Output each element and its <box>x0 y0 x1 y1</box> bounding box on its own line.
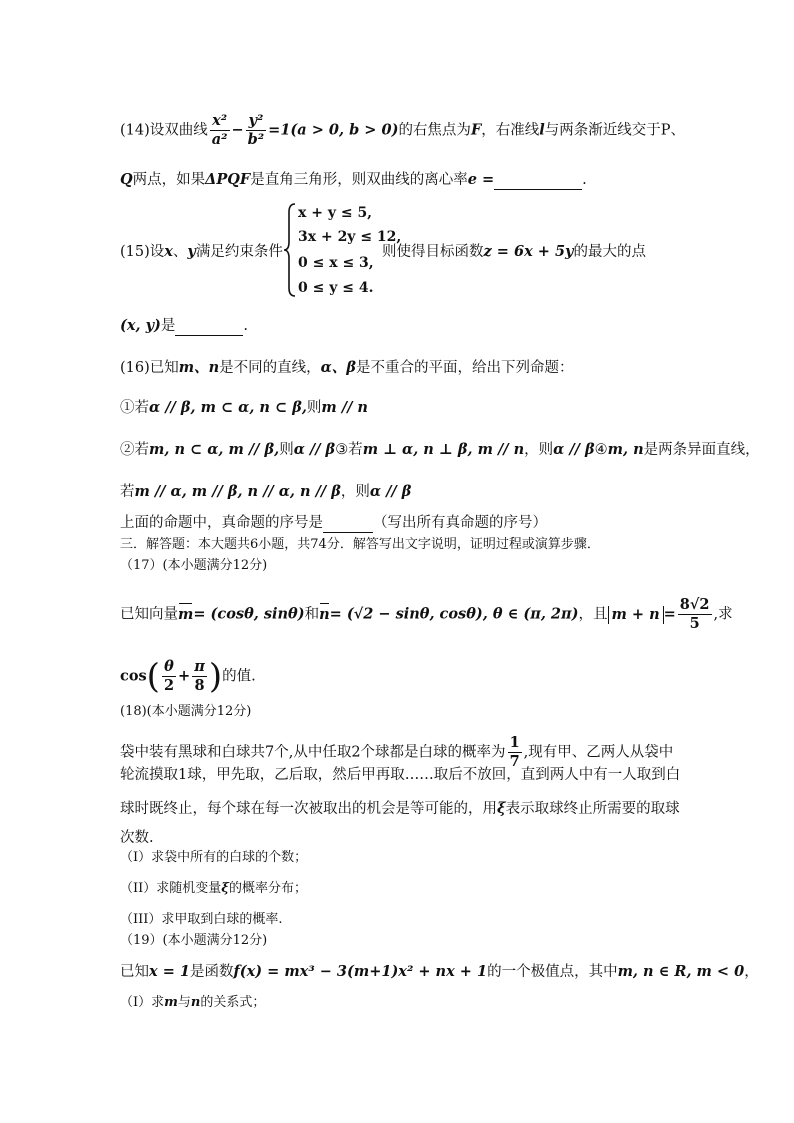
q14-answer-blank[interactable] <box>494 173 582 190</box>
constraint-4: 0 ≤ y ≤ 4. <box>298 280 374 296</box>
q19-line1: 已知x = 1是函数f(x) = mx³ − 3(m+1)x² + nx + 1的一个极值点，其中m, n ∈ R, m < 0， <box>120 963 759 980</box>
q18-heading: (18)(本小题满分12分) <box>120 704 252 719</box>
q18-line4: 次数. <box>120 830 154 846</box>
hyperbola-condition: =1(a > 0, b > 0) <box>268 121 399 139</box>
section-3-heading: 三．解答题：本大题共6小题，共74分．解答写出文字说明，证明过程或演算步骤． <box>120 537 600 552</box>
q16-proposition-4-cont: 若m // α, m // β, n // α, n // β，则α // β <box>120 483 412 500</box>
left-brace-icon <box>283 202 297 298</box>
q14-line1: (14)设双曲线 $\frac{\text{x²}}{\text{a²}}$ − $\frac{\text{y²}}{\text{b²}}$ =1(a > 0, b > 0)的右焦点为F，右准线l与两条渐近线交于P、 <box>120 112 686 148</box>
fraction-y2-b2: $\frac{\text{y²}}{\text{b²}}$ <box>247 112 265 148</box>
q16-intro: (16)已知m、n是不同的直线，α、β是不重合的平面，给出下列命题： <box>120 359 574 376</box>
q16-proposition-1: ①若α // β, m ⊂ α, n ⊂ β,则m // n <box>120 399 368 416</box>
q16-label: (16)已知 <box>120 360 179 376</box>
q15-answer-blank[interactable] <box>175 319 243 336</box>
q15-label: (15)设 <box>120 244 165 260</box>
constraint-2: 3x + 2y ≤ 12, <box>298 229 402 245</box>
q18-line2: 轮流摸取1球，甲先取，乙后取，然后甲再取……取后不放回，直到两人中有一人取到白 <box>120 767 681 783</box>
q17-heading: （17）(本小题满分12分) <box>120 558 268 573</box>
vector-m: m <box>178 605 194 623</box>
q17-line2: cos( $\frac{\theta}{2}$ + $\frac{\pi}{8}$ )的值. <box>120 656 256 697</box>
q16-answer-line: 上面的命题中，真命题的序号是 （写出所有真命题的序号） <box>120 515 547 531</box>
q15-line2: (x, y)是 . <box>120 317 248 334</box>
q18-line1: 袋中装有黑球和白球共7个,从中任取2个球都是白球的概率为 $\frac{1}{7}$ ,现有甲、乙两人从袋中 <box>120 734 674 770</box>
fraction-x2-a2: $\frac{\text{x²}}{\text{a²}}$ <box>211 112 228 148</box>
q14-line2: Q两点，如果ΔPQF是直角三角形，则双曲线的离心率e = . <box>120 171 587 188</box>
q19-heading: （19）(本小题满分12分) <box>120 933 268 948</box>
q15-line1: (15)设x、y满足约束条件 <box>120 243 283 260</box>
constraint-3: 0 ≤ x ≤ 3, <box>298 255 374 271</box>
q18-sub-3: （III）求甲取到白球的概率. <box>120 912 283 927</box>
q17-line1: 已知向量m= (cosθ, sinθ)和n= (√2 − sinθ, cosθ), θ ∈ (π, 2π)，且 m + n = $\frac{8√2}{5}$ ,求 <box>120 596 733 632</box>
q14-label: (14)设双曲线 <box>120 122 208 139</box>
q18-sub-1: （I）求袋中所有的白球的个数； <box>120 850 308 865</box>
vector-sum-magnitude: m + n <box>608 606 664 624</box>
q15-objective: 则使得目标函数z = 6x + 5y的最大的点 <box>382 243 646 260</box>
q16-propositions-2-4: ②若m, n ⊂ α, m // β,则α // β③若m ⊥ α, n ⊥ β, m // n，则α // β④m, n是两条异面直线， <box>120 441 760 458</box>
q18-line3: 球时既终止，每个球在每一次被取出的机会是等可能的，用ξ表示取球终止所需要的取球 <box>120 800 680 817</box>
vector-n: n <box>319 605 330 623</box>
q18-sub-2: （II）求随机变量ξ的概率分布； <box>120 881 307 896</box>
constraint-1: x + y ≤ 5, <box>298 205 373 221</box>
q19-sub-1: （I）求m与n的关系式； <box>120 995 266 1010</box>
fraction-8root2-over-5: $\frac{8√2}{5}$ <box>679 596 710 632</box>
q16-answer-blank[interactable] <box>323 516 373 533</box>
fraction-1-over-7: $\frac{1}{7}$ <box>509 734 520 770</box>
